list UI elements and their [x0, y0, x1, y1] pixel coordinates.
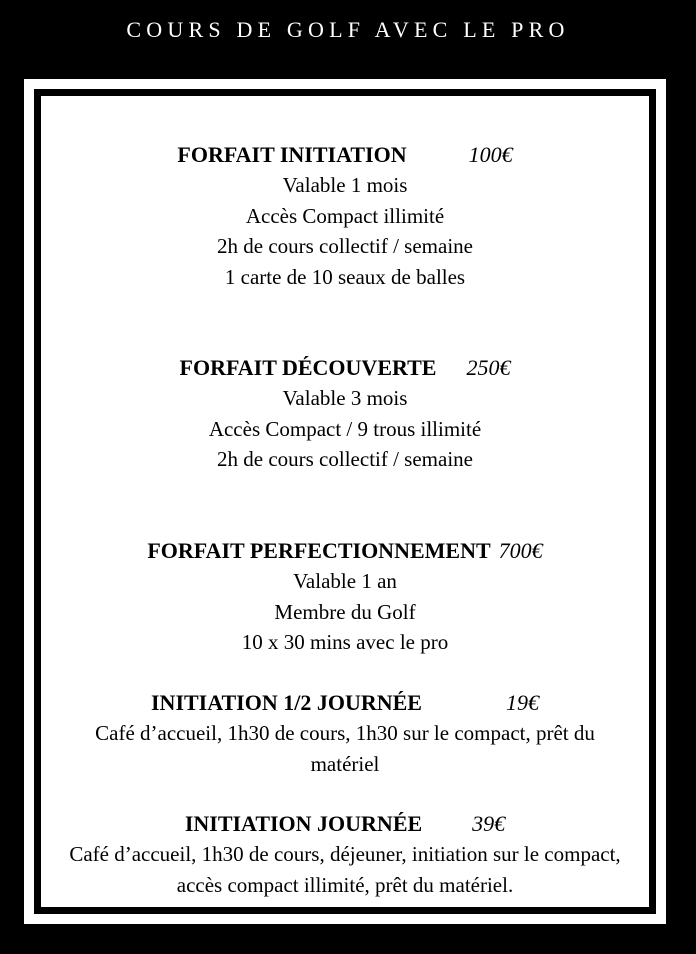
offer-price: 19€ [505, 690, 539, 715]
offer-title-row [41, 809, 649, 839]
header-bar [0, 0, 696, 78]
offer-detail: Valable 1 an [293, 569, 397, 593]
page-title: COURS DE GOLF AVEC LE PRO [126, 17, 570, 42]
outer-frame [24, 79, 666, 924]
offer-perfectionnement [41, 536, 649, 658]
offer-detail: Valable 1 mois [282, 173, 408, 197]
offer-description: Café d’accueil, 1h30 de cours, 1h30 sur le compact, prêt du matériel [95, 721, 595, 776]
offer-initiation [41, 140, 649, 292]
offers-panel [41, 96, 649, 907]
offer-journee [41, 809, 649, 901]
offer-price: 250€ [466, 355, 511, 380]
offer-name: INITIATION 1/2 JOURNÉE [151, 690, 422, 715]
offer-name: FORFAIT PERFECTIONNEMENT [147, 538, 491, 563]
offer-title-row [41, 688, 649, 718]
offer-description: Café d’accueil, 1h30 de cours, déjeuner, initiation sur le compact, accès compact illimité, prêt du matériel. [69, 842, 621, 897]
inner-frame [34, 89, 656, 914]
offer-detail: Accès Compact illimité [245, 203, 445, 228]
offer-name: INITIATION JOURNÉE [184, 811, 423, 836]
offer-demi-journee [41, 688, 649, 780]
offer-detail: 10 x 30 mins avec le pro [241, 630, 449, 654]
offer-price: 100€ [468, 142, 513, 167]
offer-detail: Membre du Golf [274, 599, 416, 624]
offer-detail: 2h de cours collectif / semaine [217, 234, 473, 258]
offer-price: 700€ [498, 538, 543, 563]
offer-detail: Valable 3 mois [282, 386, 408, 410]
offer-title-row [41, 536, 649, 566]
offer-price: 39€ [472, 811, 506, 836]
offer-detail: 1 carte de 10 seaux de balles [224, 264, 466, 289]
offer-detail: Accès Compact / 9 trous illimité [208, 416, 482, 441]
offer-detail: 2h de cours collectif / semaine [217, 447, 473, 471]
offer-name: FORFAIT DÉCOUVERTE [179, 355, 437, 380]
offer-decouverte [41, 353, 649, 475]
offer-name: FORFAIT INITIATION [177, 142, 407, 167]
offer-title-row [41, 353, 649, 383]
offer-title-row [41, 140, 649, 170]
